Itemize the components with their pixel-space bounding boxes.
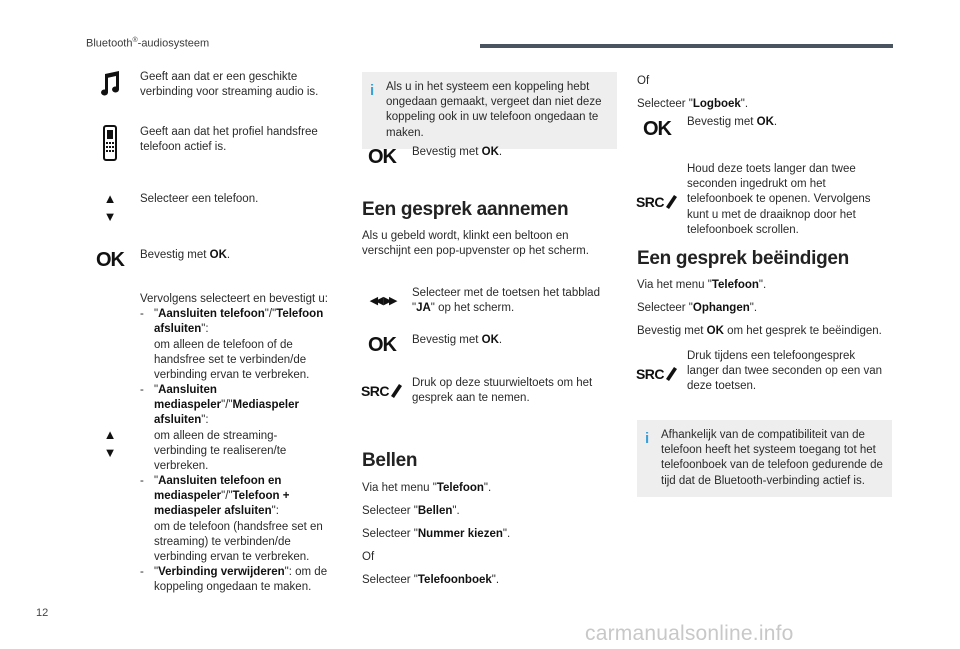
up-down-arrows-icon <box>90 190 130 225</box>
hold-button-text: Houd deze toets langer dan twee seconden ingedrukt om het telefoonboek te openen. Vervolgens kunt u met de draaiknop door het telefoonboek scrollen. <box>687 163 871 236</box>
ok-button-icon <box>90 247 130 273</box>
row-confirm-ok <box>362 144 502 170</box>
row-streaming <box>90 70 330 100</box>
info-note <box>637 420 892 497</box>
info-icon: i <box>370 82 375 99</box>
src-phone-button-icon <box>637 349 677 395</box>
call-step-3: Selecteer "Nummer kiezen". <box>362 528 511 540</box>
info-note-text: Afhankelijk van de compatibiliteit van de telefoon heeft het systeem toegang tot het telefoonboek van de telefoon gedurende de tijd dat de Bluetooth-verbinding actief is. <box>661 429 883 487</box>
row-select-tab <box>362 286 602 316</box>
music-note-icon <box>90 70 130 100</box>
row-confirm-ok <box>637 114 777 142</box>
row-end-button <box>637 349 887 395</box>
row-handsfree <box>90 125 330 161</box>
option-description: om de telefoon (handsfree set en streaming) te verbinden/de verbinding ervan te verbreken. <box>154 520 323 563</box>
option-disconnect-phone: Telefoon afsluiten <box>154 308 324 336</box>
header-title-pre: Bluetooth <box>86 37 133 50</box>
confirm-text: Bevestig met OK. <box>412 146 503 158</box>
ok-button-icon <box>637 114 677 142</box>
row-confirm-ok <box>362 332 502 358</box>
end-button-text: Druk tijdens een telefoongesprek langer dan twee seconden op een van deze toetsen. <box>687 350 883 393</box>
heading-call: Bellen <box>362 450 418 471</box>
up-down-arrows-icon <box>90 292 130 595</box>
heading-answer-call: Een gesprek aannemen <box>362 199 569 220</box>
ok-button-icon <box>362 144 402 170</box>
header-title-post: -audiosysteem <box>137 37 210 50</box>
row-connection-options <box>90 292 330 595</box>
option-connect-both: Aansluiten telefoon en mediaspeler <box>154 475 282 503</box>
end-step-2: Selecteer "Ophangen". <box>637 302 758 314</box>
header-bar <box>480 44 893 48</box>
phone-icon <box>664 366 678 382</box>
src-phone-button-icon <box>362 376 402 406</box>
row-select-phone <box>90 190 330 225</box>
call-step-4: Selecteer "Telefoonboek". <box>362 574 500 586</box>
steering-button-text: Druk op deze stuurwieltoets om het gesprek aan te nemen. <box>412 377 593 405</box>
option-item: - "Aansluiten telefoon en mediaspeler"/"Telefoon + mediaspeler afsluiten": om de telefoon (handsfree set en streaming) te verbinden/de verbinding ervan te verbreken. <box>140 475 323 563</box>
phone-icon <box>389 383 403 399</box>
streaming-text: Geeft aan dat er een geschikte verbinding voor streaming audio is. <box>140 71 319 99</box>
option-disconnect-both: Telefoon + mediaspeler afsluiten <box>154 490 290 518</box>
end-step-1: Via het menu "Telefoon". <box>637 279 767 291</box>
confirm-pre: Bevestig met <box>140 249 210 261</box>
src-label: SRC <box>360 382 390 399</box>
call-or: Of <box>362 551 375 563</box>
arrow-right-icon: ▶▶ <box>383 294 395 307</box>
row-steering-button <box>362 376 602 406</box>
registered-mark: ® <box>132 37 138 44</box>
log-or: Of <box>637 75 650 87</box>
answer-call-text: Als u gebeld wordt, klinkt een beltoon en verschijnt een pop-upvenster op het scherm. <box>362 230 589 258</box>
option-description: om alleen de streaming-verbinding te realiseren/te verbreken. <box>154 429 287 472</box>
row-hold-button <box>637 162 887 238</box>
arrow-up-icon: ▲ <box>103 427 117 443</box>
call-step-1: Via het menu "Telefoon". <box>362 482 492 494</box>
option-remove-connection: Verbinding verwijderen <box>158 566 285 579</box>
end-step-3: Bevestig met OK om het gesprek te beëindigen. <box>637 325 882 337</box>
arrow-down-icon: ▼ <box>103 208 117 224</box>
info-note <box>362 72 617 149</box>
option-description: om alleen de telefoon of de handsfree set te verbinden/de verbinding ervan te verbreken. <box>154 338 310 381</box>
options-intro: Vervolgens selecteert en bevestigt u: <box>140 293 328 305</box>
option-connect-media: Aansluiten mediaspeler <box>154 384 222 412</box>
confirm-text: Bevestig met OK. <box>687 116 778 128</box>
select-phone-text: Selecteer een telefoon. <box>140 193 259 205</box>
confirm-ok: OK <box>209 249 227 261</box>
info-note-text: Als u in het systeem een koppeling hebt ongedaan gemaakt, vergeet dan niet deze koppeling ook in uw telefoon ongedaan te maken. <box>386 81 602 139</box>
confirm-text <box>130 247 330 273</box>
info-icon: i <box>645 430 650 447</box>
confirm-text: Bevestig met OK. <box>412 334 503 346</box>
log-step: Selecteer "Logboek". <box>637 98 749 110</box>
ok-button-icon <box>362 332 402 358</box>
option-item: - "Verbinding verwijderen": om de koppeling ongedaan te maken. <box>140 566 328 594</box>
connection-options-text <box>130 292 330 595</box>
phone-handset-icon <box>90 125 130 161</box>
src-label: SRC <box>635 365 665 382</box>
select-tab-text: Selecteer met de toetsen het tabblad "JA" op het scherm. <box>412 287 600 315</box>
ok-label: OK <box>368 334 396 356</box>
src-label: SRC <box>635 193 665 210</box>
option-item: - "Aansluiten mediaspeler"/"Mediaspeler afsluiten": om alleen de streaming-verbinding te realiseren/te verbreken. <box>140 384 299 472</box>
page-number: 12 <box>36 607 49 619</box>
ok-label: OK <box>368 146 396 168</box>
ok-label: OK <box>643 118 671 140</box>
arrow-down-icon: ▼ <box>103 444 117 460</box>
row-confirm-ok <box>90 247 330 273</box>
arrow-up-icon: ▲ <box>103 191 117 206</box>
handsfree-text: Geeft aan dat het profiel handsfree telefoon actief is. <box>140 126 318 154</box>
src-phone-button-icon <box>637 162 677 238</box>
left-right-arrows-icon <box>362 286 402 316</box>
watermark: carmanualsonline.info <box>585 622 794 645</box>
option-disconnect-media: Mediaspeler afsluiten <box>154 399 299 427</box>
confirm-post: . <box>226 249 231 261</box>
page-header <box>86 36 209 51</box>
heading-end-call: Een gesprek beëindigen <box>637 248 849 269</box>
option-connect-phone: Aansluiten telefoon <box>158 308 265 321</box>
ok-label: OK <box>96 249 124 271</box>
call-step-2: Selecteer "Bellen". <box>362 505 460 517</box>
phone-icon <box>664 194 678 210</box>
option-description: : om de koppeling ongedaan te maken. <box>154 566 328 594</box>
arrow-left-icon: ◀◀ <box>369 294 381 307</box>
option-item: - "Aansluiten telefoon"/"Telefoon afsluiten": om alleen de telefoon of de handsfree set te verbinden/de verbinding ervan te verbreken. <box>140 308 324 381</box>
